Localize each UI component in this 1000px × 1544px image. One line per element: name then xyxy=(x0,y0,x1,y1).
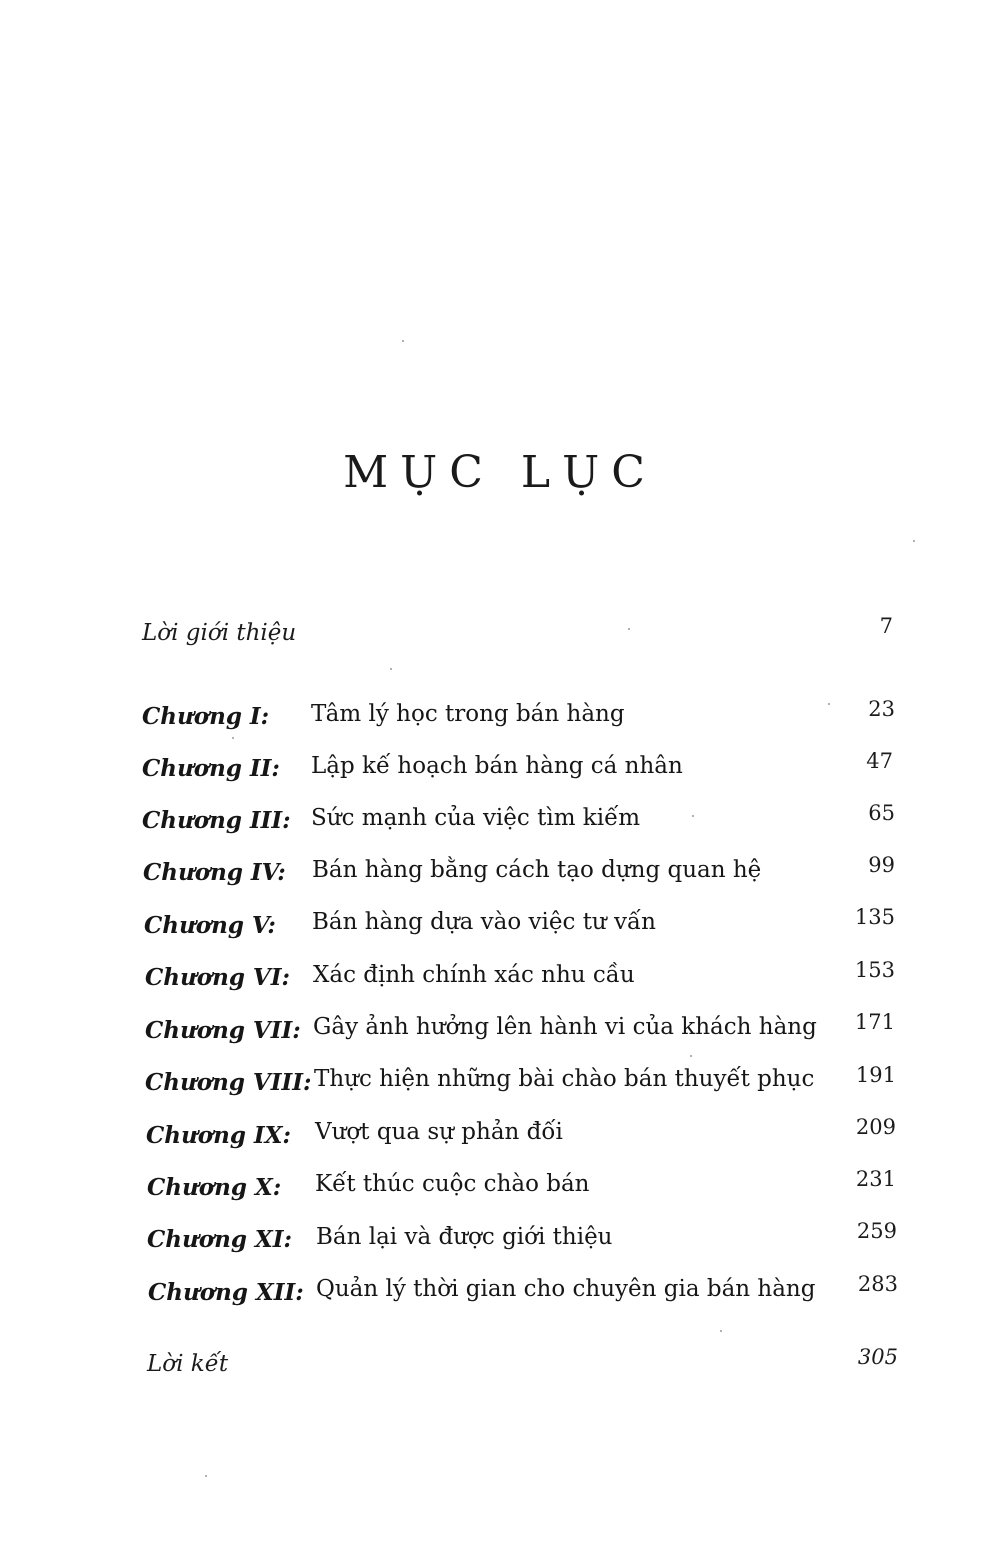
toc-chapter-label: Chương XI: xyxy=(147,1226,292,1253)
scan-speck xyxy=(692,815,694,817)
page-title: MỤC LỤC xyxy=(343,447,657,498)
toc-chapter-label: Chương II: xyxy=(142,755,280,782)
toc-outro-page: 305 xyxy=(857,1345,898,1369)
toc-chapter-page: 47 xyxy=(866,749,893,773)
toc-chapter-label: Chương XII: xyxy=(148,1279,304,1306)
toc-intro-page: 7 xyxy=(879,614,893,638)
toc-chapter-title: Thực hiện những bài chào bán thuyết phục xyxy=(314,1066,815,1092)
scan-speck xyxy=(913,540,915,542)
toc-chapter-title: Bán hàng bằng cách tạo dựng quan hệ xyxy=(312,857,762,883)
toc-chapter-page: 231 xyxy=(855,1167,896,1191)
toc-chapter-page: 191 xyxy=(855,1063,896,1087)
toc-chapter-label: Chương III: xyxy=(142,807,291,834)
toc-intro-label: Lời giới thiệu xyxy=(142,620,297,646)
toc-chapter-title: Tâm lý học trong bán hàng xyxy=(311,701,625,727)
toc-chapter-label: Chương IX: xyxy=(146,1122,291,1149)
toc-chapter-page: 135 xyxy=(854,905,895,929)
scan-speck xyxy=(828,703,830,705)
toc-chapter-label: Chương X: xyxy=(147,1174,282,1201)
toc-chapter-title: Sức mạnh của việc tìm kiếm xyxy=(311,805,641,831)
scan-speck xyxy=(232,737,234,739)
toc-chapter-page: 171 xyxy=(854,1010,895,1034)
scan-speck xyxy=(402,340,404,342)
toc-chapter-label: Chương I: xyxy=(142,703,270,730)
toc-chapter-title: Vượt qua sự phản đối xyxy=(315,1119,563,1145)
toc-chapter-label: Chương VII: xyxy=(145,1017,301,1044)
toc-chapter-label: Chương IV: xyxy=(143,859,286,886)
scan-speck xyxy=(628,628,630,630)
scan-speck xyxy=(720,1330,722,1332)
toc-chapter-title: Xác định chính xác nhu cầu xyxy=(313,962,635,988)
toc-chapter-title: Bán lại và được giới thiệu xyxy=(316,1224,613,1250)
toc-chapter-page: 23 xyxy=(868,697,895,721)
toc-chapter-title: Bán hàng dựa vào việc tư vấn xyxy=(312,909,656,935)
toc-chapter-label: Chương VI: xyxy=(145,964,290,991)
toc-chapter-title: Gây ảnh hưởng lên hành vi của khách hàng xyxy=(313,1014,817,1040)
toc-chapter-title: Quản lý thời gian cho chuyên gia bán hàng xyxy=(316,1276,816,1302)
scan-speck xyxy=(690,1055,692,1057)
toc-chapter-label: Chương V: xyxy=(144,912,276,939)
toc-chapter-page: 99 xyxy=(868,853,895,877)
toc-chapter-page: 283 xyxy=(857,1272,898,1296)
toc-chapter-page: 209 xyxy=(855,1115,896,1139)
toc-chapter-page: 259 xyxy=(856,1219,897,1243)
toc-chapter-title: Lập kế hoạch bán hàng cá nhân xyxy=(311,753,683,779)
toc-chapter-label: Chương VIII: xyxy=(145,1069,312,1096)
toc-chapter-page: 153 xyxy=(854,958,895,982)
toc-chapter-page: 65 xyxy=(868,801,895,825)
toc-outro-label: Lời kết xyxy=(147,1351,229,1377)
toc-chapter-title: Kết thúc cuộc chào bán xyxy=(315,1171,590,1197)
scan-speck xyxy=(390,668,392,670)
scan-speck xyxy=(205,1475,207,1477)
